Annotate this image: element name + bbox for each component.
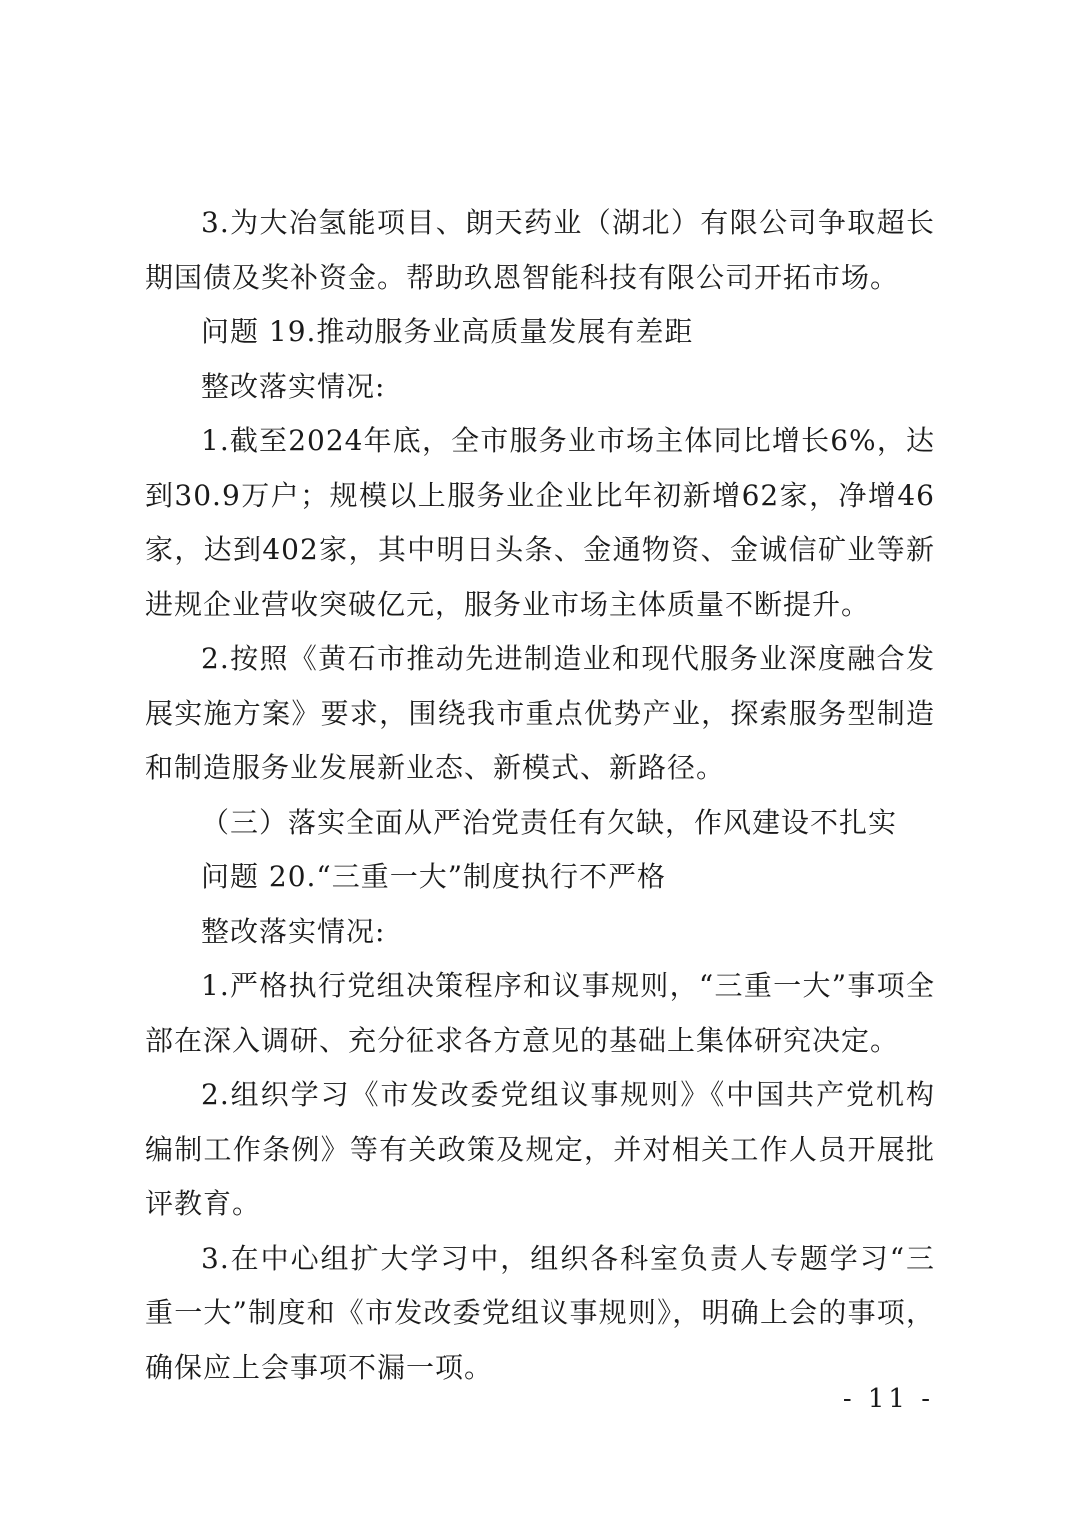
page-number: - 11 - xyxy=(842,1384,934,1414)
problem-19-heading: 问题 19.推动服务业高质量发展有差距 xyxy=(201,315,694,348)
rectification-status-heading: 整改落实情况: xyxy=(201,369,386,403)
paragraph-decision-procedure: 1.严格执行党组决策程序和议事规则，“三重一大”事项全部在深入调研、充分征求各方意见的基础上集体研究决定。 xyxy=(145,969,935,1057)
paragraph-service-industry-growth: 1.截至2024年底，全市服务业市场主体同比增长6%，达到30.9万户；规模以上服务业企业比年初新增62家，净增46家，达到402家，其中明日头条、金通物资、金诚信矿业等新进规企业营收突破亿元，服务业市场主体质量不断提升。 xyxy=(145,424,935,621)
problem-20-heading: 问题 20.“三重一大”制度执行不严格 xyxy=(201,860,667,893)
section-three-heading: （三）落实全面从严治党责任有欠缺，作风建设不扎实 xyxy=(201,805,898,839)
paragraph-study-rules: 2.组织学习《市发改委党组议事规则》《中国共产党机构编制工作条例》等有关政策及规定，并对相关工作人员开展批评教育。 xyxy=(145,1078,935,1220)
paragraph-item-3-funding: 3.为大冶氢能项目、朗天药业（湖北）有限公司争取超长期国债及奖补资金。帮助玖恩智能科技有限公司开拓市场。 xyxy=(145,206,935,294)
paragraph-central-group-study: 3.在中心组扩大学习中，组织各科室负责人专题学习“三重一大”制度和《市发改委党组议事规则》，明确上会的事项，确保应上会事项不漏一项。 xyxy=(145,1241,935,1384)
paragraph-implementation-plan: 2.按照《黄石市推动先进制造业和现代服务业深度融合发展实施方案》要求，围绕我市重点优势产业，探索服务型制造和制造服务业发展新业态、新模式、新路径。 xyxy=(145,642,935,784)
rectification-status-heading-2: 整改落实情况: xyxy=(201,914,386,948)
document-body xyxy=(145,196,935,1395)
